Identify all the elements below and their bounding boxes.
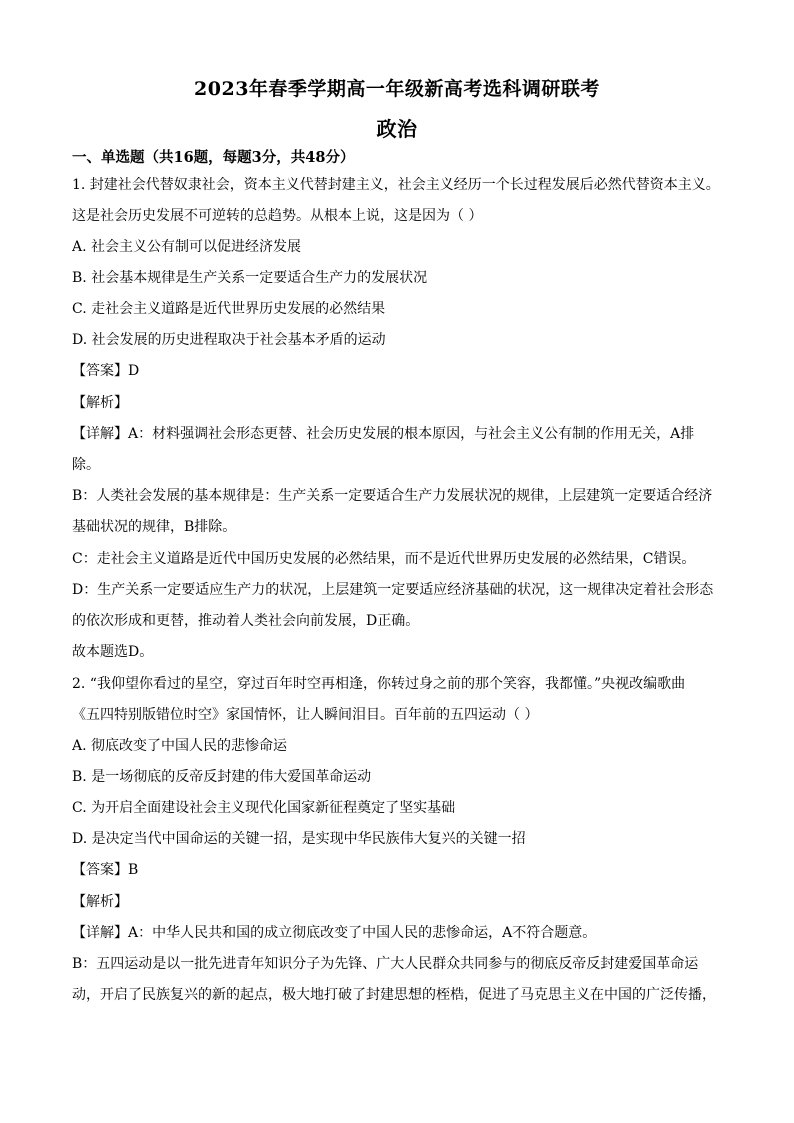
q1-detail-line-2: 除。 bbox=[72, 457, 100, 473]
q2-answer: 【答案】B bbox=[72, 862, 139, 878]
q2-detail-line-1: 【详解】A：中华人民共和国的成立彻底改变了中国人民的悲惨命运，A不符合题意。 bbox=[72, 925, 597, 941]
q2-analysis-label: 【解析】 bbox=[72, 894, 128, 910]
q2-stem-line-2: 《五四特别版错位时空》家国情怀，让人瞬间泪目。百年前的五四运动（ ） bbox=[72, 707, 539, 723]
q2-detail-line-2: B：五四运动是以一批先进青年知识分子为先锋、广大人民群众共同参与的彻底反帝反封建爱国革命运 bbox=[72, 956, 699, 972]
q1-analysis-label: 【解析】 bbox=[72, 395, 128, 411]
q1-detail-line-5: C：走社会主义道路是近代中国历史发展的必然结果，而不是近代世界历史发展的必然结果，C错误。 bbox=[72, 551, 696, 567]
q1-conclusion: 故本题选D。 bbox=[72, 644, 154, 660]
subject-title: 政治 bbox=[376, 117, 418, 141]
q1-detail-line-3: B：人类社会发展的基本规律是：生产关系一定要适合生产力发展状况的规律，上层建筑一定要适合经济 bbox=[72, 488, 713, 504]
q2-option-c: C. 为开启全面建设社会主义现代化国家新征程奠定了坚实基础 bbox=[72, 800, 456, 816]
q1-stem-line-2: 这是社会历史发展不可逆转的总趋势。从根本上说，这是因为（ ） bbox=[72, 208, 483, 224]
q2-option-a: A. 彻底改变了中国人民的悲惨命运 bbox=[72, 738, 288, 754]
q1-answer: 【答案】D bbox=[72, 363, 140, 379]
q1-detail-line-7: 的依次形成和更替，推动着人类社会向前发展，D正确。 bbox=[72, 613, 420, 629]
q1-option-c: C. 走社会主义道路是近代世界历史发展的必然结果 bbox=[72, 301, 386, 317]
q1-stem-line-1: 1. 封建社会代替奴隶社会，资本主义代替封建主义，社会主义经历一个长过程发展后必然代替资本主义。 bbox=[72, 177, 720, 193]
q1-option-d: D. 社会发展的历史进程取决于社会基本矛盾的运动 bbox=[72, 332, 386, 348]
q1-option-a: A. 社会主义公有制可以促进经济发展 bbox=[72, 239, 302, 255]
q2-stem-line-1: 2. “我仰望你看过的星空，穿过百年时空再相逢，你转过身之前的那个笑容，我都懂。”央视改编歌曲 bbox=[72, 676, 686, 692]
q2-detail-line-3: 动，开启了民族复兴的新的起点，极大地打破了封建思想的桎梏，促进了马克思主义在中国的广泛传播， bbox=[72, 987, 716, 1003]
exam-title: 2023年春季学期高一年级新高考选科调研联考 bbox=[194, 78, 600, 100]
q1-detail-line-1: 【详解】A：材料强调社会形态更替、社会历史发展的根本原因，与社会主义公有制的作用无关，A排 bbox=[72, 426, 695, 442]
q2-option-b: B. 是一场彻底的反帝反封建的伟大爱国革命运动 bbox=[72, 769, 372, 785]
q1-detail-line-4: 基础状况的规律，B排除。 bbox=[72, 519, 237, 535]
q1-detail-line-6: D：生产关系一定要适应生产力的状况，上层建筑一定要适应经济基础的状况，这一规律决定着社会形态 bbox=[72, 582, 714, 598]
section-heading: 一、单选题（共16题，每题3分，共48分） bbox=[72, 149, 355, 166]
q1-option-b: B. 社会基本规律是生产关系一定要适合生产力的发展状况 bbox=[72, 270, 428, 286]
q2-option-d: D. 是决定当代中国命运的关键一招，是实现中华民族伟大复兴的关键一招 bbox=[72, 831, 526, 847]
